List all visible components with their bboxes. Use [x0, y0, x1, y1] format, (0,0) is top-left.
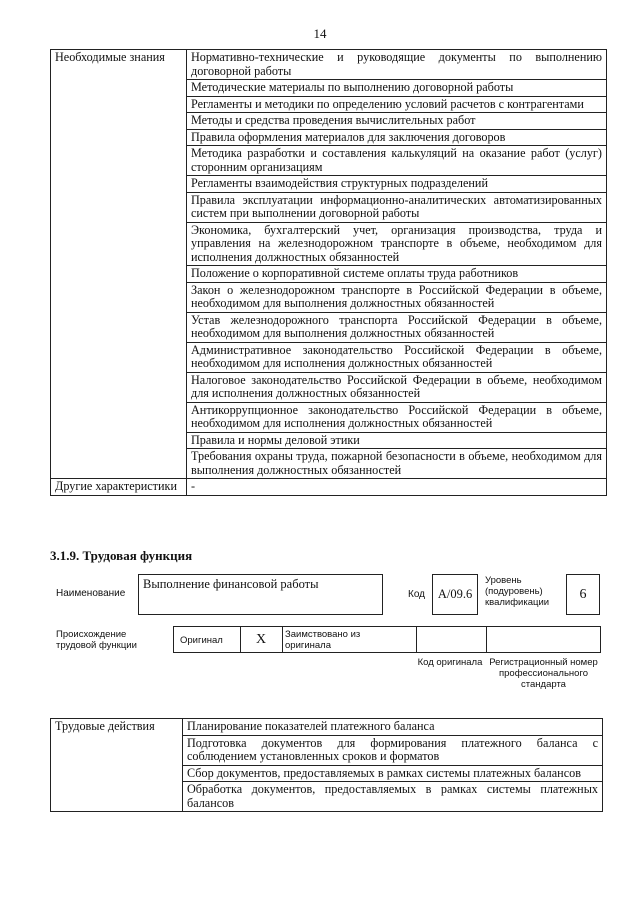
action-item: Планирование показателей платежного баланса	[183, 719, 603, 736]
origin-row	[173, 626, 601, 653]
knowledge-table	[50, 49, 607, 496]
knowledge-row	[51, 50, 607, 80]
action-row	[51, 719, 603, 736]
knowledge-item: Правила и нормы деловой этики	[187, 432, 607, 449]
actions-table	[50, 718, 603, 812]
knowledge-item: Регламенты и методики по определению условий расчетов с контрагентами	[187, 96, 607, 113]
knowledge-item: Методические материалы по выполнению договорной работы	[187, 80, 607, 97]
original-mark-cell	[240, 627, 283, 652]
other-label: Другие характеристики	[51, 479, 187, 496]
action-item: Сбор документов, предоставляемых в рамках системы платежных балансов	[183, 765, 603, 782]
knowledge-item: Административное законодательство Российской Федерации в объеме, необходимом для исполнения должностных обязанностей	[187, 342, 607, 372]
action-item: Подготовка документов для формирования платежного баланса с соблюдением установленных сроков и форматов	[183, 735, 603, 765]
code-label: Код	[408, 589, 426, 600]
origin-label: Происхождение трудовой функции	[56, 629, 137, 651]
name-value: Выполнение финансовой работы	[143, 577, 319, 591]
knowledge-item: Регламенты взаимодействия структурных подразделений	[187, 176, 607, 193]
orig-code-cell	[416, 627, 487, 652]
knowledge-item: Положение о корпоративной системе оплаты труда работников	[187, 266, 607, 283]
knowledge-label: Необходимые знания	[51, 50, 187, 479]
level-label: Уровень (подуровень) квалификации	[485, 575, 550, 608]
actions-label: Трудовые действия	[51, 719, 183, 812]
page-number: 14	[313, 26, 327, 41]
knowledge-item: Методы и средства проведения вычислительных работ	[187, 113, 607, 130]
knowledge-item: Антикоррупционное законодательство Российской Федерации в объеме, необходимом для исполнения должностных обязанностей	[187, 402, 607, 432]
reg-number-cell	[486, 627, 600, 652]
knowledge-body	[51, 50, 607, 496]
name-label: Наименование	[56, 588, 126, 599]
borrowed-cell	[282, 627, 417, 652]
original-mark: X	[255, 632, 267, 647]
knowledge-item: Закон о железнодорожном транспорте в Российской Федерации в объеме, необходимом для выполнения должностных обязанностей	[187, 282, 607, 312]
code-value-box	[432, 574, 478, 615]
knowledge-item: Устав железнодорожного транспорта Российской Федерации в объеме, необходимом для выполнения должностных обязанностей	[187, 312, 607, 342]
actions-body	[51, 719, 603, 812]
original-label: Оригинал	[180, 635, 223, 646]
level-value: 6	[579, 587, 587, 602]
knowledge-item: Налоговое законодательство Российской Федерации в объеме, необходимом для исполнения должностных обязанностей	[187, 372, 607, 402]
knowledge-item: Нормативно-технические и руководящие документы по выполнению договорной работы	[187, 50, 607, 80]
knowledge-item: Правила оформления материалов для заключения договоров	[187, 129, 607, 146]
level-value-box	[566, 574, 600, 615]
knowledge-item: Методика разработки и составления калькуляций на оказание работ (услуг) сторонним организациям	[187, 146, 607, 176]
action-item: Обработка документов, предоставляемых в рамках системы платежных балансов	[183, 782, 603, 812]
reg-number-caption: Регистрационный номер профессионального стандарта	[489, 657, 598, 690]
borrowed-label: Заимствовано из оригинала	[285, 629, 361, 651]
orig-code-caption: Код оригинала	[417, 657, 483, 668]
knowledge-item: Требования охраны труда, пожарной безопасности в объеме, необходимом для выполнения должностных обязанностей	[187, 449, 607, 479]
original-cell	[174, 627, 241, 652]
other-row	[51, 479, 607, 496]
knowledge-item: Экономика, бухгалтерский учет, организация производства, труда и управления на железнодорожном транспорте в объеме, необходимом для исполнения должностных обязанностей	[187, 222, 607, 266]
code-value: A/09.6	[437, 587, 473, 601]
other-value: -	[187, 479, 607, 496]
section-heading: 3.1.9. Трудовая функция	[50, 548, 193, 563]
knowledge-item: Правила эксплуатации информационно-аналитических автоматизированных систем при выполнении договорной работы	[187, 192, 607, 222]
name-value-box	[138, 574, 383, 615]
